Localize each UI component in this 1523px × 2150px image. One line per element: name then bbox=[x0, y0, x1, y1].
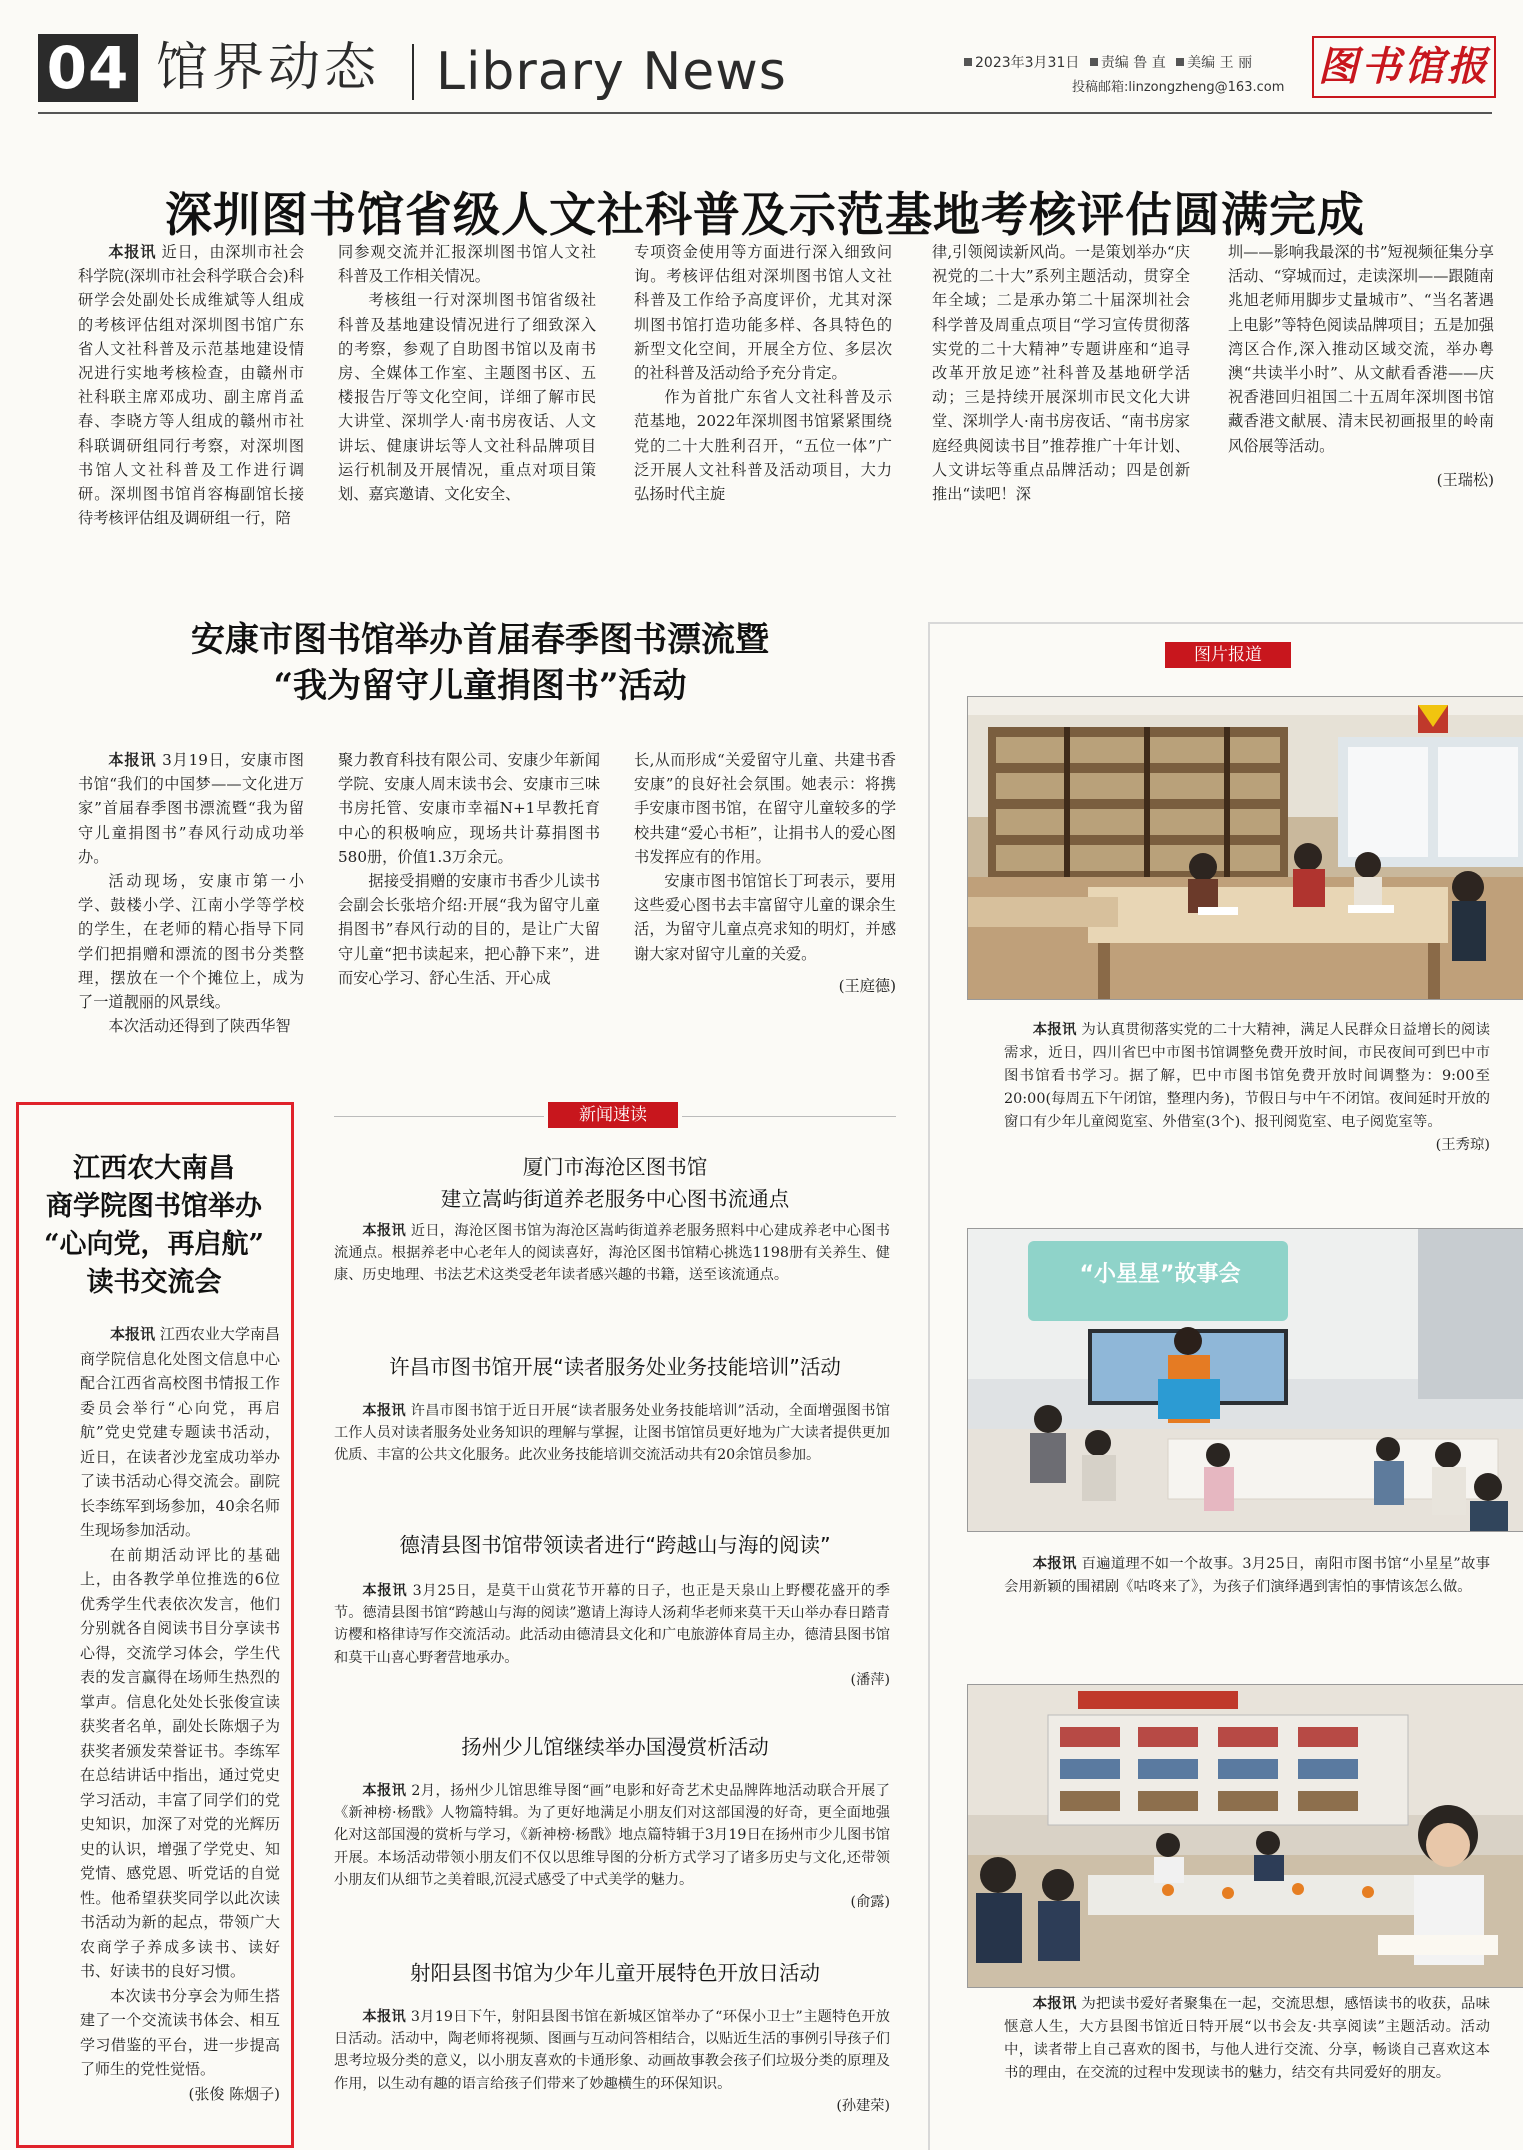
article2-col2-p2: 据接受捐赠的安康市书香少儿读书会副会长张培介绍:开展“我为留守儿童捐图书”春风行动的目的，是让广大留守儿童“把书读起来，把心静下来”，进而安心学习、舒心生活、开心成 bbox=[338, 872, 600, 987]
article1-col1-text: 近日，由深圳市社会科学院(深圳市社会科学联合会)科研学会处副处长成维斌等人组成的考核评估组对深圳图书馆广东省人文社科普及示范基地建设情况进行实地考核检查，由赣州市社科联主席邓成功、副主席肖孟春、李晓方等人组成的赣州市社科联调研组同行考察，对深圳图书馆人文社科普及工作进行调研。深圳图书馆肖容梅副馆长接待考核评估组及调研组一行，陪 bbox=[78, 243, 305, 528]
article1-col2 bbox=[338, 240, 596, 506]
article2-byline: 本报讯 bbox=[108, 751, 157, 769]
header-rule bbox=[38, 112, 1492, 114]
article2-col1-p3: 本次活动还得到了陕西华智 bbox=[108, 1017, 291, 1036]
issue-date: 2023年3月31日 bbox=[975, 55, 1080, 71]
brief5-text: 3月19日下午，射阳县图书馆在新城区馆举办了“环保小卫士”主题特色开放日活动。活动中，陶老师将视频、图画与互动问答相结合，以贴近生活的事例引导孩子们思考垃圾分类的意义，以小朋友喜欢的卡通形象、动画故事教会孩子们垃圾分类的原理及作用，以生动有趣的语言给孩子们带来了妙趣横生的环保知识。 bbox=[334, 2009, 890, 2092]
brief5-title: 射阳县图书馆为少年儿童开展特色开放日活动 bbox=[410, 1961, 820, 1985]
brief4-text: 2月，扬州少儿馆思维导图“画”电影和好奇艺术史品牌阵地活动联合开展了《新神榜·杨戬》人物篇特辑。为了更好地满足小朋友们对这部国漫的好奇，更全面地强化对这部国漫的赏析与学习，《新神榜·杨戬》地点篇特辑于3月19日在扬州市少儿图书馆开展。本场活动带领小朋友们不仅以思维导图的分析方式学习了诸多历史与文化,还带领小朋友们从细节之美着眼,沉浸式感受了中式美学的魅力。 bbox=[334, 1783, 890, 1888]
brief3-body bbox=[334, 1580, 890, 1691]
jiangxi-byline: 本报讯 bbox=[110, 1325, 156, 1343]
article2-col1-p2: 活动现场，安康市第一小学、鼓楼小学、江南小学等学校的学生，在老师的精心指导下同学们把捐赠和漂流的图书分类整理，摆放在一个个摊位上，成为了一道靓丽的风景线。 bbox=[78, 872, 304, 1012]
square-bullet-icon bbox=[1176, 58, 1184, 66]
brief2-text: 许昌市图书馆于近日开展“读者服务处业务技能培训”活动，全面增强图书馆工作人员对读者服务处业务知识的理解与掌握，让图书馆馆员更好地为广大读者提供更加优质、丰富的公共文化服务。此次业务技能培训交流活动共有20余馆员参加。 bbox=[334, 1403, 890, 1464]
article1-col4-text: 律,引领阅读新风尚。一是策划举办“庆祝党的二十大”系列主题活动，贯穿全年全域；二是承办第二十届深圳社会科学普及周重点项目“学习宣传贯彻落实党的二十大精神”专题讲座和“追寻改革开放足迹”社科普及基地研学活动；三是持续开展深圳市民文化大讲堂、深圳学人·南书房夜话、“南书房家庭经典阅读书目”推荐推广十年计划、人文讲坛等重点品牌活动；四是创新推出“读吧！深 bbox=[932, 243, 1190, 504]
brief4-byline: 本报讯 bbox=[362, 1783, 407, 1799]
jiangxi-body bbox=[80, 1322, 280, 2106]
article1-author: (王瑞松) bbox=[1436, 470, 1494, 489]
photo1-caption-text: 为认真贯彻落实党的二十大精神，满足人民群众日益增长的阅读需求，近日，四川省巴中市图书馆调整免费开放时间，市民夜间可到巴中市图书馆看书学习。据了解，巴中市图书馆免费开放时间调整为：9:00至20:00(每周五下午闭馆，整理内务)，节假日与中午不闭馆。夜间延时开放的窗口有少年儿童阅览室、外借室(3个)、报刊阅览室、电子阅览室等。 bbox=[1004, 1022, 1490, 1130]
editor-credit: 责编 鲁 直 bbox=[1100, 55, 1166, 71]
brief3-text: 3月25日，是莫干山赏花节开幕的日子，也正是天泉山上野樱花盛开的季节。德清县图书馆“跨越山与海的阅读”邀请上海诗人汤莉华老师来莫干天山举办春日踏青访樱和格律诗写作交流活动。此活动由德清县文化和广电旅游体育局主办，德清县图书馆和莫干山喜心野奢营地承办。 bbox=[334, 1583, 890, 1666]
article1-col1 bbox=[78, 240, 304, 530]
photo-reading-club bbox=[967, 1684, 1523, 1988]
article2-col3-p1: 长,从而形成“关爱留守儿童、共建书香安康”的良好社会氛围。她表示：将携手安康市图书馆，在留守儿童较多的学校共建“爱心书柜”，让捐书人的爱心图书发挥应有的作用。 bbox=[634, 751, 896, 866]
brief5-author: (孙建荣) bbox=[836, 2097, 890, 2114]
photo-reading-club-image bbox=[968, 1685, 1523, 1987]
brief1-body bbox=[334, 1220, 890, 1287]
article1-col2-p1: 同参观交流并汇报深圳图书馆人文社科普及工作相关情况。 bbox=[338, 243, 596, 286]
brief2-byline: 本报讯 bbox=[362, 1403, 406, 1419]
article2-headline-line1: 安康市图书馆举办首届春季图书漂流暨 bbox=[191, 620, 769, 660]
jiangxi-headline-line2: 商学院图书馆举办 bbox=[46, 1191, 262, 1222]
brief4-title: 扬州少儿馆继续举办国漫赏析活动 bbox=[461, 1735, 769, 1759]
brief4-author: (俞露) bbox=[850, 1894, 890, 1911]
article1-col3 bbox=[634, 240, 892, 506]
photo-storytelling bbox=[967, 1228, 1523, 1532]
article2-headline-line2: “我为留守儿童捐图书”活动 bbox=[273, 666, 687, 706]
article1-col4 bbox=[932, 240, 1190, 506]
article1-col3-p2: 作为首批广东省人文社科普及示范基地，2022年深圳图书馆紧紧围绕党的二十大胜利召开，“五位一体”广泛开展人文社科普及活动项目，大力弘扬时代主旋 bbox=[634, 388, 892, 504]
header-meta bbox=[958, 52, 1252, 72]
brief2-title: 许昌市图书馆开展“读者服务处业务技能培训”活动 bbox=[389, 1355, 841, 1379]
brief3-title: 德清县图书馆带领读者进行“跨越山与海的阅读” bbox=[399, 1533, 831, 1557]
article1-byline: 本报讯 bbox=[108, 243, 157, 261]
brief5-body bbox=[334, 2006, 890, 2117]
article2-col3 bbox=[634, 748, 896, 998]
brief1-title-line2: 建立嵩屿街道养老服务中心图书流通点 bbox=[440, 1187, 790, 1211]
photo2-byline: 本报讯 bbox=[1032, 1555, 1077, 1572]
photo2-caption-text: 百遍道理不如一个故事。3月25日，南阳市图书馆“小星星”故事会用新颖的围裙剧《咕咚来了》，为孩子们演绎遇到害怕的事情该怎么做。 bbox=[1004, 1556, 1490, 1595]
photo2-caption bbox=[1004, 1552, 1490, 1599]
submission-email: 投稿邮箱:linzongzheng@163.com bbox=[1072, 80, 1285, 95]
jiangxi-p3: 本次读书分享会为师生搭建了一个交流读书体会、相互学习借鉴的平台，进一步提高了师生的党性觉悟。 bbox=[80, 1986, 280, 2078]
photo1-caption bbox=[1004, 1018, 1490, 1157]
photo-reading-room-image bbox=[968, 697, 1523, 999]
news-brief-rule-right bbox=[682, 1116, 896, 1117]
jiangxi-headline bbox=[28, 1150, 280, 1302]
jiangxi-author: (张俊 陈烟子) bbox=[188, 2084, 280, 2103]
jiangxi-p1: 江西农业大学南昌商学院信息化处图文信息中心配合江西省高校图书情报工作委员会举行“心向党，再启航”党史党建专题读书活动，近日，在读者沙龙室成功举办了读书活动心得交流会。副院长李练军到场参加，40余名师生现场参加活动。 bbox=[80, 1325, 280, 1539]
page-number: 04 bbox=[38, 34, 138, 102]
article2-col3-p2: 安康市图书馆馆长丁珂表示，要用这些爱心图书去丰富留守儿童的课余生活，为留守儿童点亮求知的明灯，并感谢大家对留守儿童的关爱。 bbox=[634, 872, 896, 963]
article1-headline: 深圳图书馆省级人文社科普及示范基地考核评估圆满完成 bbox=[165, 188, 1365, 243]
photo3-caption-text: 为把读书爱好者聚集在一起，交流思想，感悟读书的收获，品味惬意人生，大方县图书馆近日特开展“以书会友·共享阅读”主题活动。活动中，读者带上自己喜欢的图书，与他人进行交流、分享，畅谈自己喜欢这本书的理由，在交流的过程中发现读书的魅力，结交有共同爱好的朋友。 bbox=[1004, 1996, 1490, 2081]
article2-author: (王庭德) bbox=[838, 976, 896, 995]
photo-panel-border bbox=[928, 622, 930, 2150]
brief1-title-line1: 厦门市海沧区图书馆 bbox=[522, 1155, 708, 1179]
article2-col1-p1: 3月19日，安康市图书馆“我们的中国梦——文化进万家”首届春季图书漂流暨“我为留守儿童捐图书”春风行动成功举办。 bbox=[78, 751, 304, 866]
brief1-text: 近日，海沧区图书馆为海沧区嵩屿街道养老服务照料中心建成养老中心图书流通点。根据养老中心老年人的阅读喜好，海沧区图书馆精心挑选1198册有关养生、健康、历史地理、书法艺术这类受老年读者感兴趣的书籍，送至该流通点。 bbox=[334, 1223, 890, 1284]
article1-col3-p1: 专项资金使用等方面进行深入细致问询。考核评估组对深圳图书馆人文社科普及工作给予高度评价，尤其对深圳图书馆打造功能多样、各具特色的新型文化空间，开展全方位、多层次的社科普及活动给予充分肯定。 bbox=[634, 243, 892, 383]
jiangxi-headline-line3: “心向党，再启航” bbox=[43, 1229, 265, 1260]
section-title-cn: 馆界动态 bbox=[156, 38, 381, 98]
brief2-body bbox=[334, 1400, 890, 1467]
news-brief-rule-left bbox=[334, 1116, 544, 1117]
brief3-byline: 本报讯 bbox=[362, 1583, 408, 1599]
brief3-author: (潘萍) bbox=[850, 1671, 890, 1688]
photo3-byline: 本报讯 bbox=[1032, 1995, 1077, 2012]
photo-reading-room bbox=[967, 696, 1523, 1000]
photo-report-tag: 图片报道 bbox=[1165, 642, 1291, 668]
brief1-byline: 本报讯 bbox=[362, 1223, 406, 1239]
photo-panel-border-top bbox=[928, 622, 1523, 624]
article1-col2-p2: 考核组一行对深圳图书馆省级社科普及基地建设情况进行了细致深入的考察，参观了自助图书馆以及南书房、全媒体工作室、主题图书区、五楼报告厅等文化空间，详细了解市民大讲堂、深圳学人·南书房夜话、人文讲坛、健康讲坛等人文社科品牌项目运行机制及开展情况，重点对项目策划、嘉宾邀请、文化安全、 bbox=[338, 291, 596, 504]
header-divider bbox=[412, 44, 414, 100]
news-brief-tag: 新闻速读 bbox=[548, 1102, 678, 1128]
jiangxi-p2: 在前期活动评比的基础上，由各教学单位推选的6位优秀学生代表依次发言，他们分别就各自阅读书目分享读书心得，交流学习体会，学生代表的发言赢得在场师生热烈的掌声。信息化处处长张俊宣读获奖者名单，副处长陈烟子为获奖者颁发荣誉证书。李练军在总结讲话中指出，通过党史学习活动，丰富了同学们的党史知识，加深了对党的光辉历史的认识，增强了学党史、知党情、感党恩、听党话的自觉性。他希望获奖同学以此次读书活动为新的起点，带领广大农商学子养成多读书、读好书、好读书的良好习惯。 bbox=[80, 1545, 280, 1980]
photo3-caption bbox=[1004, 1992, 1490, 2085]
photo1-author: (王秀琼) bbox=[1435, 1137, 1490, 1153]
jiangxi-headline-line1: 江西农大南昌 bbox=[73, 1153, 235, 1184]
story-club-sign: “小星星”故事会 bbox=[1079, 1262, 1241, 1287]
brief5-byline: 本报讯 bbox=[362, 2009, 407, 2025]
masthead-logo: 图书馆报 bbox=[1312, 36, 1496, 98]
article2-col2 bbox=[338, 748, 600, 990]
article2-col1 bbox=[78, 748, 304, 1038]
square-bullet-icon bbox=[964, 58, 972, 66]
section-title-en: Library News bbox=[436, 42, 787, 102]
article2-col2-p1: 聚力教育科技有限公司、安康少年新闻学院、安康人周末读书会、安康市三味书房托管、安康市幸福N+1早教托育中心的积极响应，现场共计募捐图书580册，价值1.3万余元。 bbox=[338, 751, 600, 866]
designer-credit: 美编 王 丽 bbox=[1187, 55, 1253, 71]
brief4-body bbox=[334, 1780, 890, 1913]
jiangxi-headline-line4: 读书交流会 bbox=[86, 1267, 222, 1298]
square-bullet-icon bbox=[1090, 58, 1098, 66]
photo1-byline: 本报讯 bbox=[1032, 1021, 1077, 1038]
article1-col5 bbox=[1228, 240, 1494, 492]
article1-col5-text: 圳——影响我最深的书”短视频征集分享活动、“穿城而过，走读深圳——跟随南兆旭老师用脚步丈量城市”、“当名著遇上电影”等特色阅读品牌项目；五是加强湾区合作,深入推动区域交流，举办粤澳“共读半小时”、从文献看香港——庆祝香港回归祖国二十五周年深圳图书馆藏香港文献展、清末民初画报里的岭南风俗展等活动。 bbox=[1228, 243, 1494, 455]
